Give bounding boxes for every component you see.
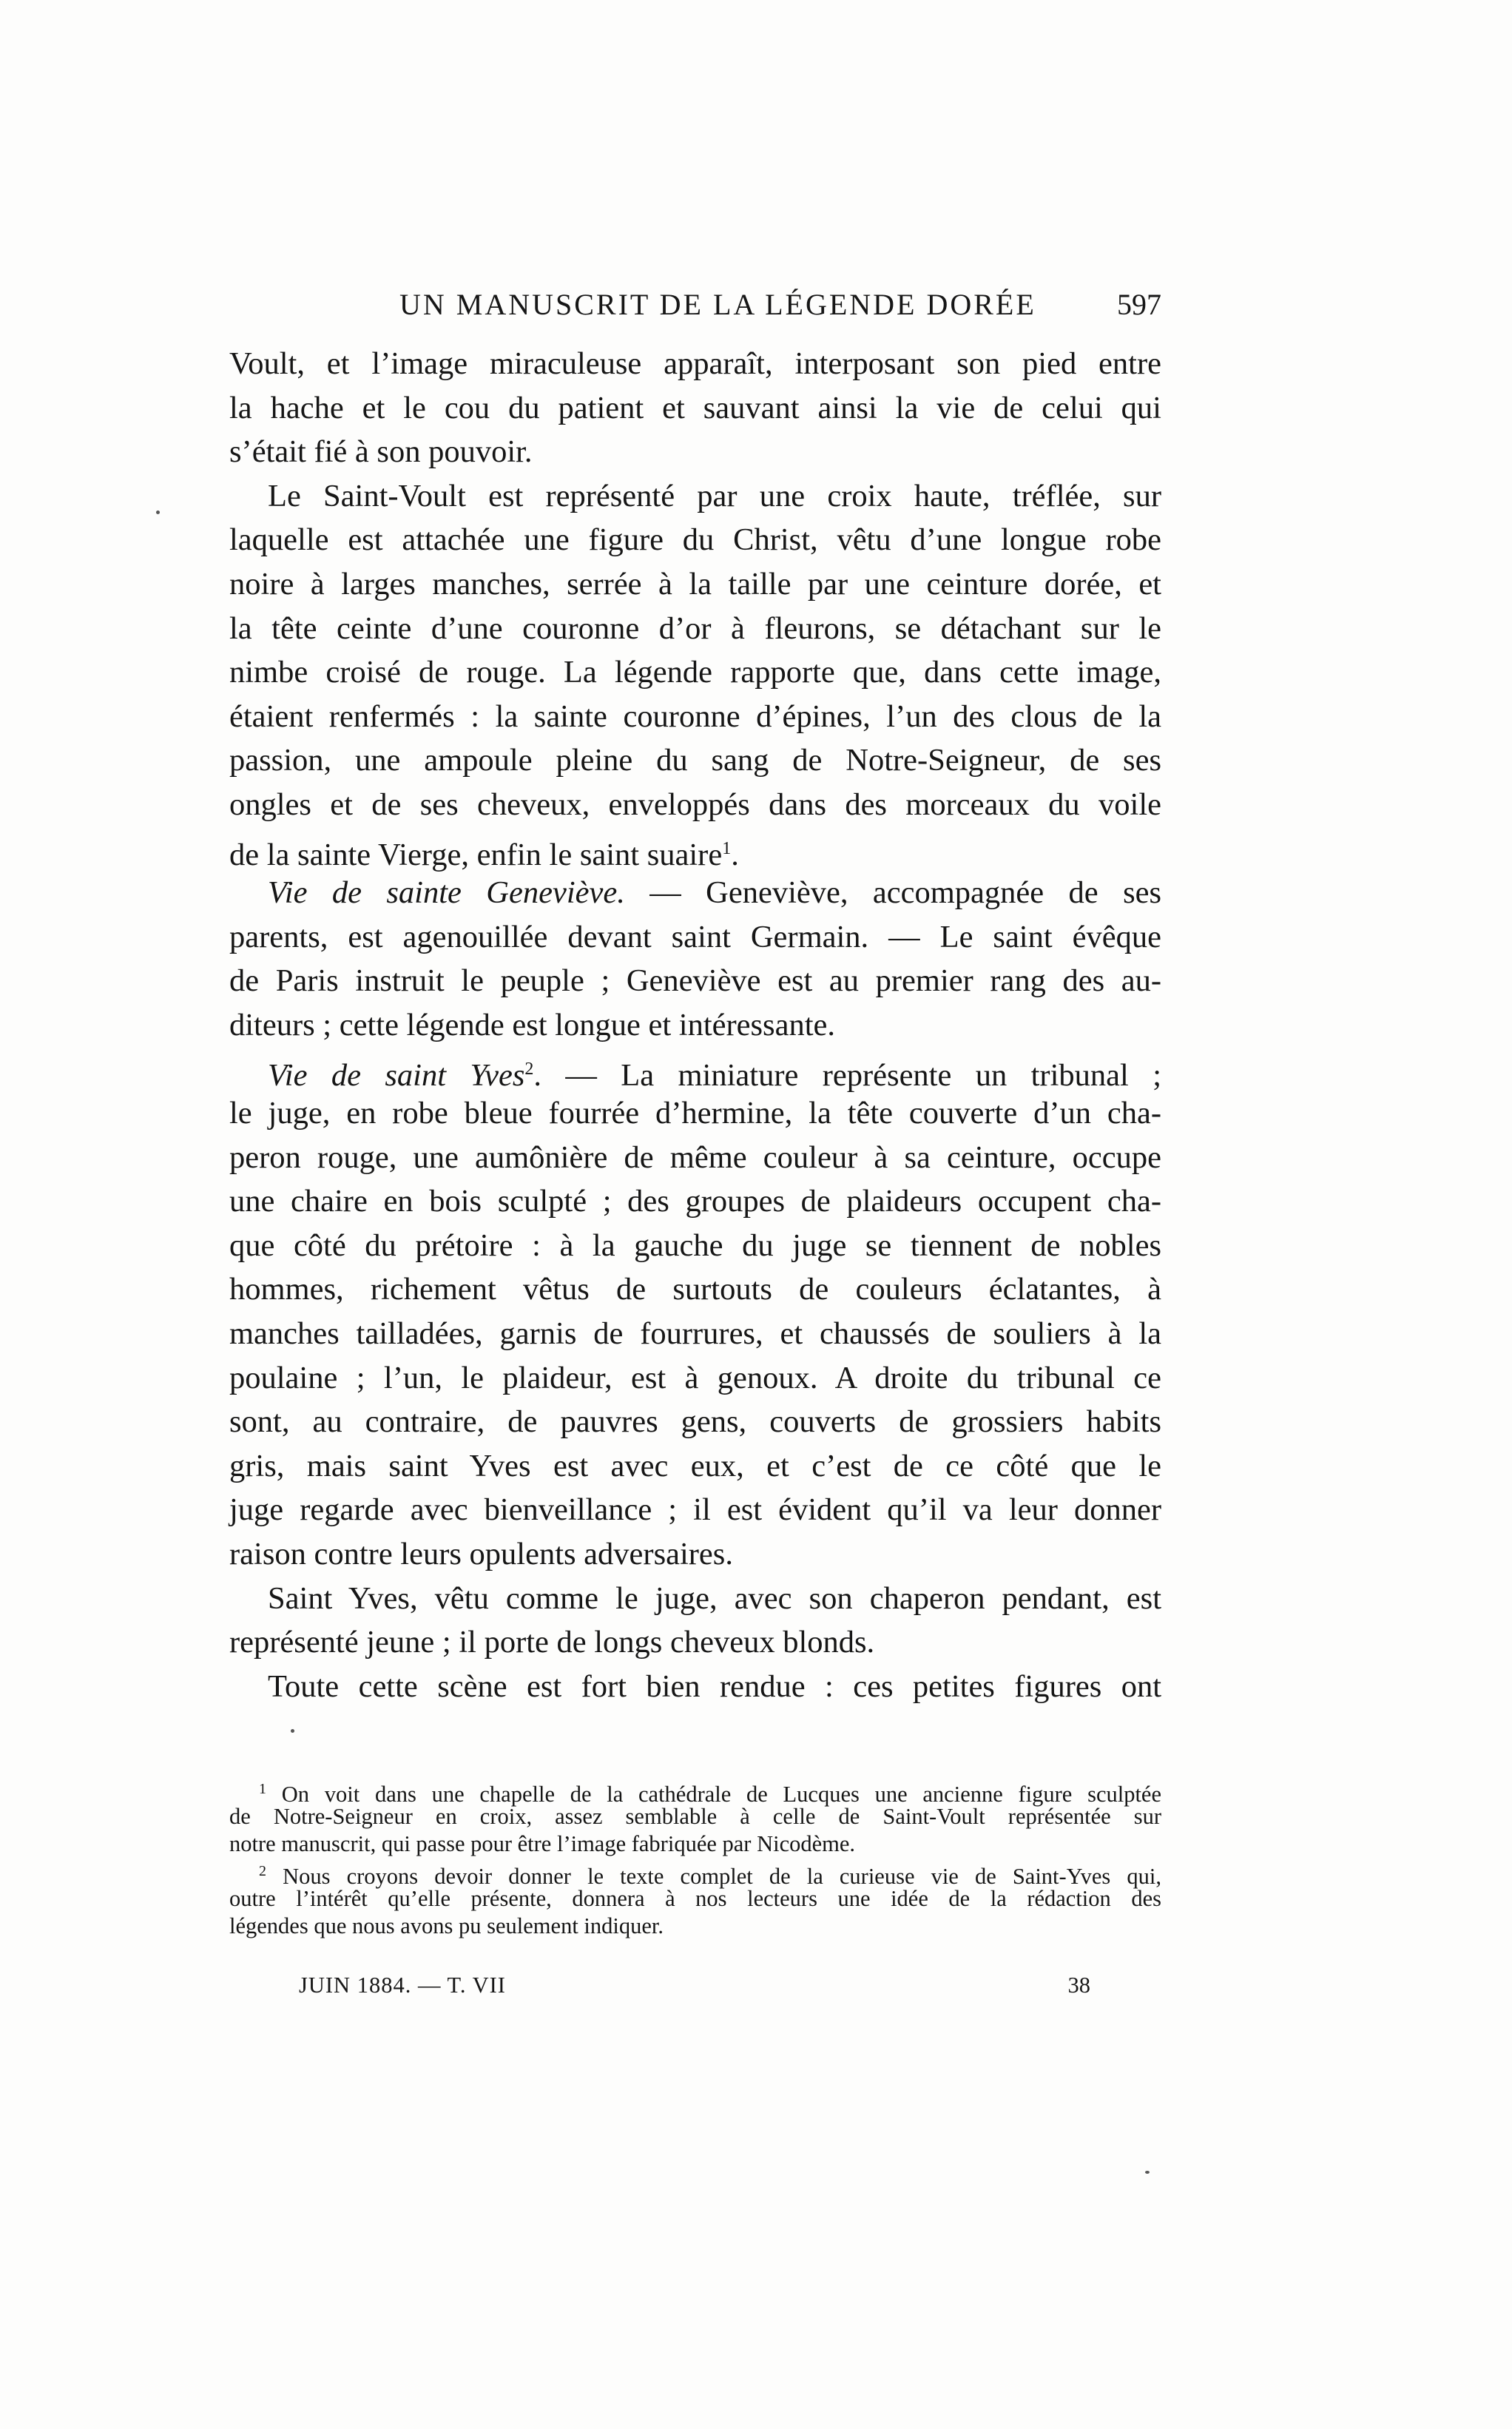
printer-signature bbox=[299, 1972, 1090, 2009]
footnote-marker: 2 bbox=[259, 1863, 266, 1879]
text-line: représenté jeune ; il porte de longs cheveux blonds. bbox=[229, 1625, 875, 1660]
body-text bbox=[229, 342, 1161, 1708]
text-line: poulaine ; l’un, le plaideur, est à genoux. A droite du tribunal ce bbox=[229, 1360, 1161, 1395]
footnote-2-line: légendes que nous avons pu seulement indiquer. bbox=[229, 1913, 664, 1938]
text-line: juge regarde avec bienveillance ; il est évident qu’il va leur donner bbox=[229, 1492, 1161, 1528]
paper-speck bbox=[156, 511, 160, 514]
text-line: le juge, en robe bleue fourrée d’hermine, la tête couverte d’un cha- bbox=[229, 1096, 1161, 1131]
running-title: UN MANUSCRIT DE LA LÉGENDE DORÉE bbox=[399, 288, 1036, 321]
text-line: sont, au contraire, de pauvres gens, couverts de grossiers habits bbox=[229, 1404, 1161, 1440]
footnotes bbox=[229, 1776, 1161, 1940]
text-line: que côté du prétoire : à la gauche du juge se tiennent de nobles bbox=[229, 1227, 1161, 1263]
paper-speck bbox=[291, 1729, 294, 1733]
footnote-1-line: de Notre-Seigneur en croix, assez semblable à celle de Saint-Voult représentée sur bbox=[229, 1804, 1161, 1829]
text-line: ongles et de ses cheveux, enveloppés dans des morceaux du voile bbox=[229, 786, 1161, 822]
text-line: nimbe croisé de rouge. La légende rapporte que, dans cette image, bbox=[229, 655, 1161, 690]
text-line: hommes, richement vêtus de surtouts de couleurs éclatantes, à bbox=[229, 1272, 1161, 1307]
text-line: laquelle est attachée une figure du Christ, vêtu d’une longue robe bbox=[229, 522, 1161, 558]
footnote-1-line bbox=[229, 1776, 1162, 1808]
text-line bbox=[229, 827, 1161, 872]
footnote-text: On voit dans une chapelle de la cathédrale de Lucques une ancienne figure sculptée bbox=[281, 1782, 1162, 1808]
paper-speck bbox=[1145, 2171, 1150, 2174]
text-line: Toute cette scène est fort bien rendue : ces petites figures ont bbox=[268, 1668, 1161, 1704]
text-line: raison contre leurs opulents adversaires. bbox=[229, 1537, 733, 1572]
text-line: de Paris instruit le peuple ; Geneviève est au premier rang des au- bbox=[229, 963, 1161, 999]
text-line: manches tailladées, garnis de fourrures, et chaussés de souliers à la bbox=[229, 1316, 1161, 1352]
text-line: noire à larges manches, serrée à la taille par une ceinture dorée, et bbox=[229, 566, 1161, 602]
section-heading-yves: Vie de saint Yves bbox=[268, 1057, 525, 1093]
footnote-reference: 2 bbox=[524, 1059, 534, 1079]
text-line: la hache et le cou du patient et sauvant ainsi la vie de celui qui bbox=[229, 390, 1161, 425]
text-line: gris, mais saint Yves est avec eux, et c’est de ce côté que le bbox=[229, 1448, 1161, 1483]
text-line: étaient renfermés : la sainte couronne d’épines, l’un des clous de la bbox=[229, 698, 1161, 734]
text-line: Saint Yves, vêtu comme le juge, avec son chaperon pendant, est bbox=[268, 1580, 1161, 1616]
text-line bbox=[229, 1048, 1161, 1092]
text-line: passion, une ampoule pleine du sang de Notre-Seigneur, de ses bbox=[229, 743, 1161, 778]
text-line: parents, est agenouillée devant saint Germain. — Le saint évêque bbox=[229, 919, 1161, 954]
text-line bbox=[229, 871, 1161, 915]
line-text: de la sainte Vierge, enfin le saint suaire bbox=[229, 837, 723, 872]
text-line: une chaire en bois sculpté ; des groupes de plaideurs occupent cha- bbox=[229, 1184, 1161, 1219]
footnote-text: Nous croyons devoir donner le texte complet de la curieuse vie de Saint-Yves qui, bbox=[283, 1864, 1162, 1890]
text-line: Le Saint-Voult est représenté par une croix haute, tréflée, sur bbox=[268, 478, 1161, 513]
text-line: diteurs ; cette légende est longue et intéressante. bbox=[229, 1007, 835, 1042]
text-line: la tête ceinte d’une couronne d’or à fleurons, se détachant sur le bbox=[229, 610, 1161, 646]
text-line: s’était fié à son pouvoir. bbox=[229, 434, 533, 470]
line-text: — Geneviève, accompagnée de ses bbox=[649, 875, 1162, 911]
line-text: . — La miniature représente un tribunal ; bbox=[533, 1057, 1162, 1093]
page-header bbox=[399, 287, 1161, 331]
footnote-reference: 1 bbox=[722, 838, 732, 858]
section-heading-genevieve: Vie de sainte Geneviève. bbox=[268, 875, 625, 911]
footnote-2-line bbox=[229, 1858, 1162, 1890]
sheet-number: 38 bbox=[1067, 1972, 1090, 1998]
text-line: peron rouge, une aumônière de même couleur à sa ceinture, occupe bbox=[229, 1139, 1161, 1175]
footnote-2-line: outre l’intérêt qu’elle présente, donnera à nos lecteurs une idée de la rédaction des bbox=[229, 1886, 1161, 1911]
page-number: 597 bbox=[1117, 288, 1161, 321]
punctuation: . bbox=[731, 837, 739, 872]
footnote-1-line: notre manuscrit, qui passe pour être l’image fabriquée par Nicodème. bbox=[229, 1831, 856, 1856]
date-volume: JUIN 1884. — T. VII bbox=[299, 1972, 506, 1998]
text-line: Voult, et l’image miraculeuse apparaît, interposant son pied entre bbox=[229, 346, 1161, 381]
footnote-marker: 1 bbox=[259, 1781, 266, 1797]
